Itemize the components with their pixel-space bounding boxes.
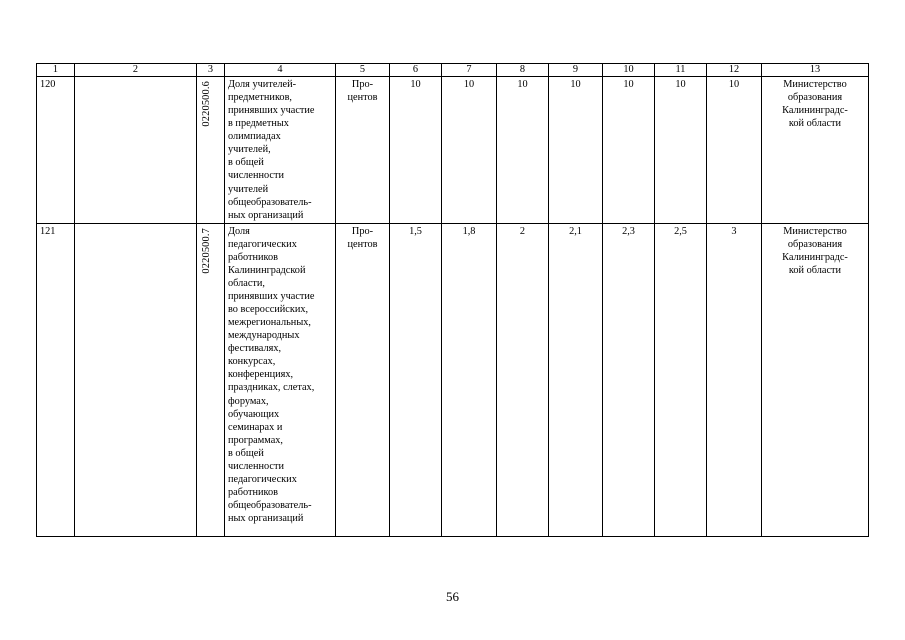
page-number: 56 (446, 589, 459, 604)
table-row (37, 77, 869, 224)
value-cell: 2,5 (655, 223, 707, 536)
value-cell: 10 (390, 77, 442, 224)
table-row (37, 223, 869, 536)
header-row (37, 64, 869, 77)
unit: Про- центов (336, 77, 390, 224)
column-header: 6 (390, 64, 442, 77)
column-header: 5 (336, 64, 390, 77)
row-number: 121 (37, 223, 75, 536)
indicators-table (36, 63, 869, 537)
value-cell: 3 (707, 223, 762, 536)
indicator-description: Доля учителей- предметников, принявших участие в предметных олимпиадах учителей, в общей численности учителей общеобразователь- ных организаций (225, 77, 336, 224)
responsible-organization: Министерство образования Калининградс- кой области (762, 77, 869, 224)
responsible-organization: Министерство образования Калининградс- кой области (762, 223, 869, 536)
indicator-code: 0220500.7 (201, 227, 212, 274)
value-cell: 1,8 (442, 223, 497, 536)
column-header: 4 (225, 64, 336, 77)
indicator-description: Доля педагогических работников Калининградской области, принявших участие во всероссийских, межрегиональных, международных фестивалях, конкурсах, конференциях, праздниках, слетах, форумах, обучающих семинарах и программах, в общей численности педагогических работников общеобразователь- ных организаций (225, 223, 336, 536)
column-header: 10 (603, 64, 655, 77)
indicator-code: 0220500.6 (201, 81, 212, 127)
value-cell: 10 (549, 77, 603, 224)
column-header: 11 (655, 64, 707, 77)
row-col2 (75, 223, 197, 536)
column-header: 1 (37, 64, 75, 77)
value-cell: 1,5 (390, 223, 442, 536)
value-cell: 2,3 (603, 223, 655, 536)
column-header: 3 (197, 64, 225, 77)
row-col2 (75, 77, 197, 224)
column-header: 13 (762, 64, 869, 77)
column-header: 9 (549, 64, 603, 77)
value-cell: 2,1 (549, 223, 603, 536)
column-header: 7 (442, 64, 497, 77)
value-cell: 10 (497, 77, 549, 224)
column-header: 2 (75, 64, 197, 77)
row-number: 120 (37, 77, 75, 224)
value-cell: 10 (442, 77, 497, 224)
column-header: 12 (707, 64, 762, 77)
value-cell: 10 (603, 77, 655, 224)
value-cell: 10 (655, 77, 707, 224)
unit: Про- центов (336, 223, 390, 536)
indicator-code-cell (197, 77, 225, 224)
column-header: 8 (497, 64, 549, 77)
indicator-code-cell (197, 223, 225, 536)
value-cell: 10 (707, 77, 762, 224)
value-cell: 2 (497, 223, 549, 536)
